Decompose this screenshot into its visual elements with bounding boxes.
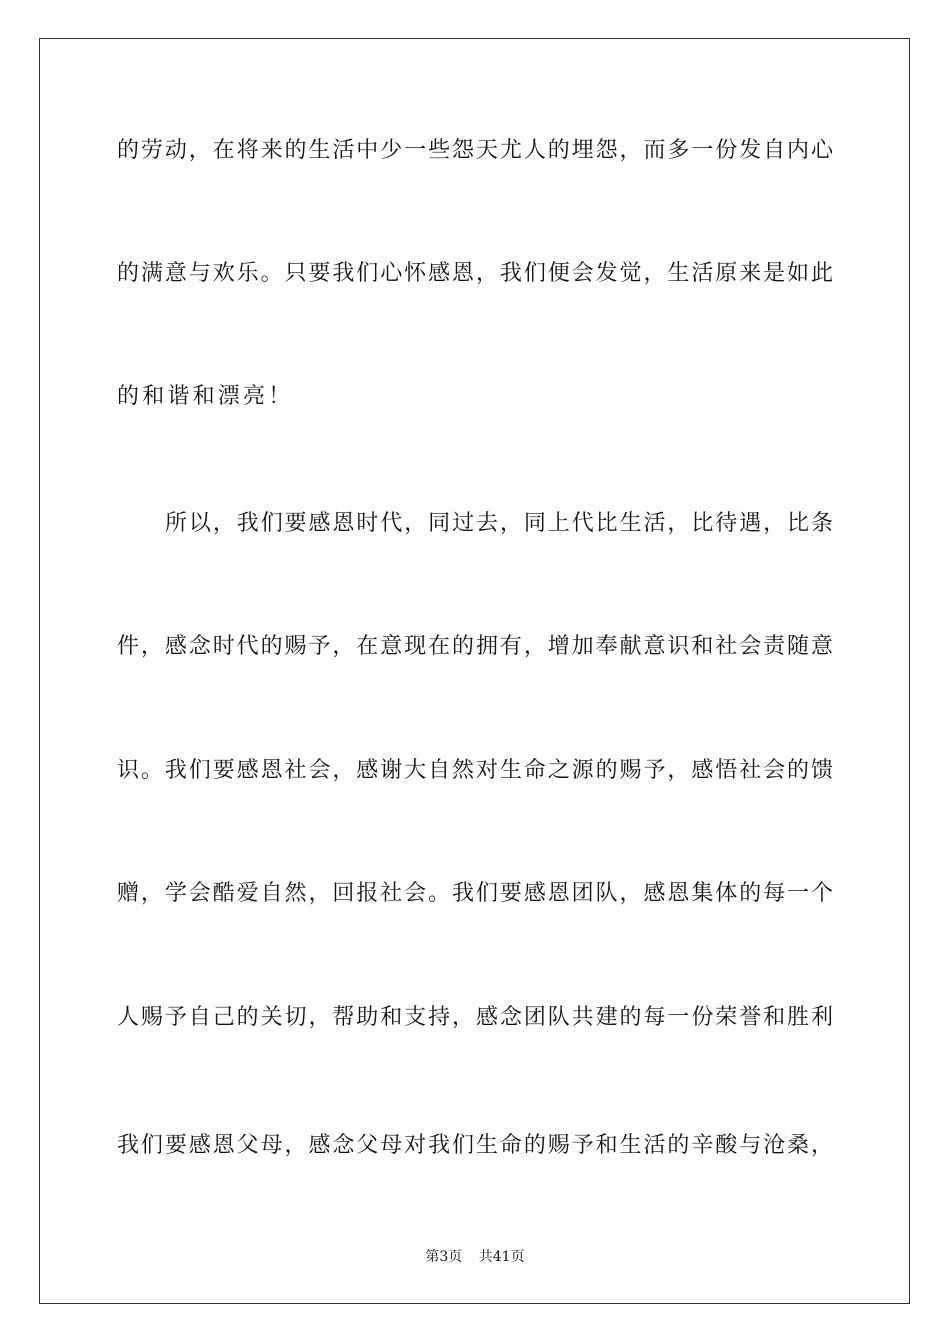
page-number: 第3页 — [425, 1249, 463, 1265]
paragraph-line-1: 的劳动，在将来的生活中少一些怨天尤人的埋怨，而多一份发自内心 — [117, 138, 833, 163]
page-total: 共41页 — [478, 1249, 525, 1265]
paragraph-line-8: 人赐予自己的关切，帮助和支持，感念团队共建的每一份荣誉和胜利 — [117, 1005, 833, 1030]
paragraph-line-4: 所以，我们要感恩时代，同过去，同上代比生活，比待遇，比条 — [165, 511, 833, 536]
page-footer — [0, 1246, 950, 1266]
paragraph-line-5: 件，感念时代的赐予，在意现在的拥有，增加奉献意识和社会责随意 — [117, 634, 833, 659]
page-border — [39, 38, 910, 1304]
paragraph-line-2: 的满意与欢乐。只要我们心怀感恩，我们便会发觉，生活原来是如此 — [117, 261, 833, 286]
paragraph-line-3: 的和谐和漂亮！ — [117, 384, 294, 409]
paragraph-line-6: 识。我们要感恩社会，感谢大自然对生命之源的赐予，感悟社会的馈 — [117, 758, 833, 783]
paragraph-line-9: 我们要感恩父母，感念父母对我们生命的赐予和生活的辛酸与沧桑， — [117, 1133, 833, 1158]
paragraph-line-7: 赠，学会酷爱自然，回报社会。我们要感恩团队，感恩集体的每一个 — [117, 881, 833, 906]
